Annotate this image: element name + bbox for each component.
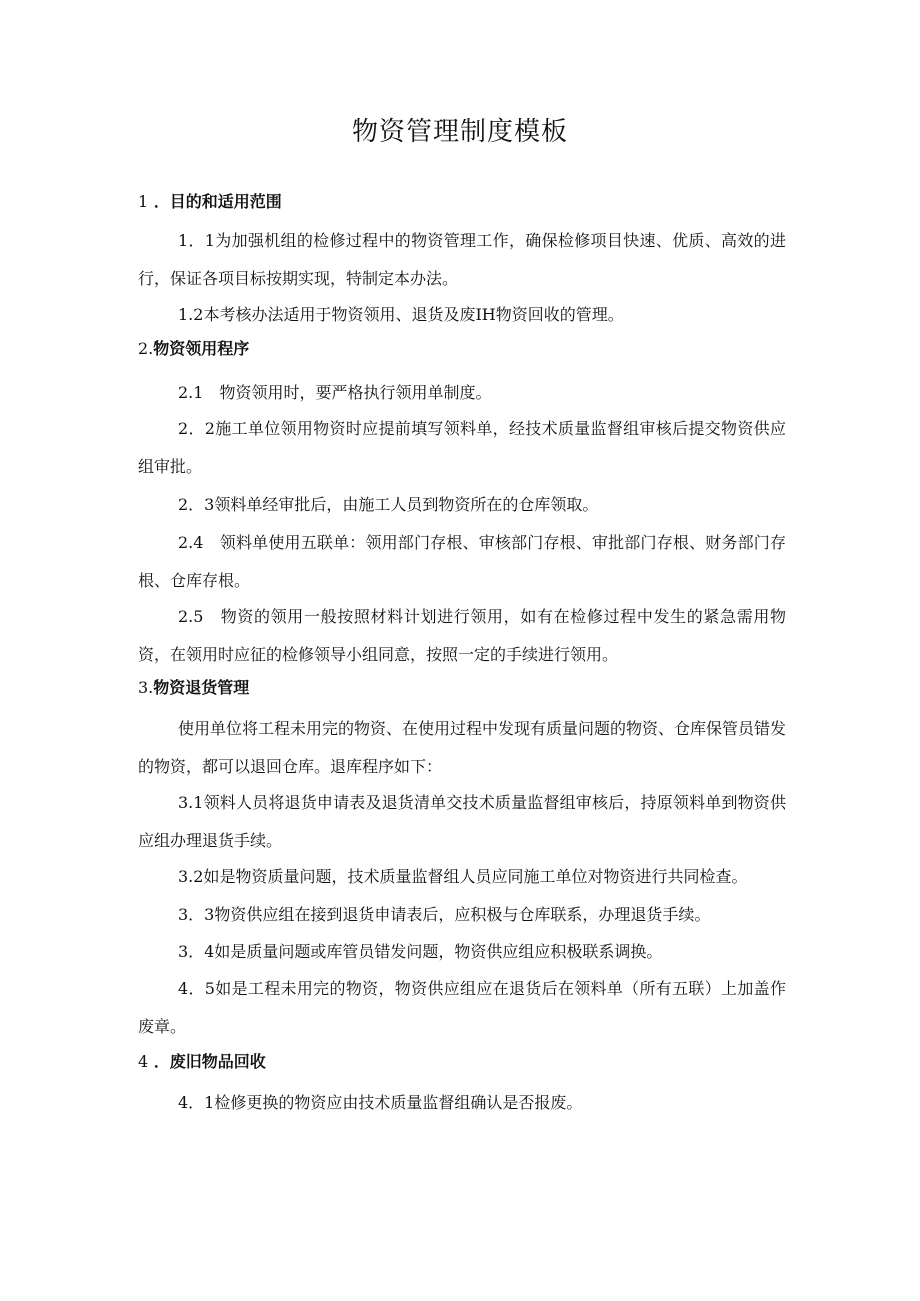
paragraph-2-5: 2.5 物资的领用一般按照材料计划进行领用，如有在检修过程中发生的紧急需用物资，在领用时应征的检修领导小组同意，按照一定的手续进行领用。: [138, 607, 786, 664]
section-heading-text: ．目的和适用范围: [153, 192, 282, 211]
section-number: 4: [138, 1052, 149, 1071]
section-heading-text: 物资退货管理: [153, 678, 250, 697]
paragraph-3-2: 3.2如是物资质量问题，技术质量监督组人员应同施工单位对物资进行共同检查。: [178, 867, 748, 886]
paragraph-1-2: 1.2本考核办法适用于物资领用、退货及废IH物资回收的管理。: [178, 305, 624, 324]
section-heading-4: [138, 1050, 266, 1074]
document-title: 物资管理制度模板: [351, 117, 568, 147]
paragraph-3-4: 3．4如是质量问题或库管员错发问题，物资供应组应积极联系调换。: [178, 942, 663, 961]
section-heading-text: 物资领用程序: [153, 339, 250, 358]
paragraph-3-5: 4．5如是工程未用完的物资，物资供应组应在退货后在领料单（所有五联）上加盖作废章。: [138, 979, 786, 1036]
paragraph-1-1: 1．1为加强机组的检修过程中的物资管理工作，确保检修项目快速、优质、高效的进行，保证各项目标按期实现，特制定本办法。: [138, 231, 786, 288]
paragraph-3-1: 3.1领料人员将退货申请表及退货清单交技术质量监督组审核后，持原领料单到物资供应组办理退货手续。: [138, 793, 786, 850]
section-heading-2: [138, 337, 249, 361]
section-heading-1: [138, 190, 282, 214]
paragraph-2-3: 2．3领料单经审批后，由施工人员到物资所在的仓库领取。: [178, 495, 599, 514]
section-number: 3.: [138, 678, 154, 697]
paragraph-3-3: 3．3物资供应组在接到退货申请表后，应积极与仓库联系，办理退货手续。: [178, 905, 711, 924]
section-number: 2.: [138, 339, 154, 358]
section-heading-3: [138, 676, 249, 700]
section-number: 1: [138, 192, 149, 211]
paragraph-2-4: 2.4 领料单使用五联单：领用部门存根、审核部门存根、审批部门存根、财务部门存根、仓库存根。: [138, 533, 786, 590]
paragraph-2-2: 2．2施工单位领用物资时应提前填写领料单，经技术质量监督组审核后提交物资供应组审批。: [138, 419, 786, 476]
paragraph-4-1: 4．1检修更换的物资应由技术质量监督组确认是否报废。: [178, 1093, 583, 1112]
paragraph-2-1: 2.1 物资领用时，要严格执行领用单制度。: [178, 383, 492, 402]
section-heading-text: ．废旧物品回收: [153, 1052, 266, 1071]
paragraph-3-0: 使用单位将工程未用完的物资、在使用过程中发现有质量问题的物资、仓库保管员错发的物资，都可以退回仓库。退库程序如下：: [138, 719, 787, 776]
